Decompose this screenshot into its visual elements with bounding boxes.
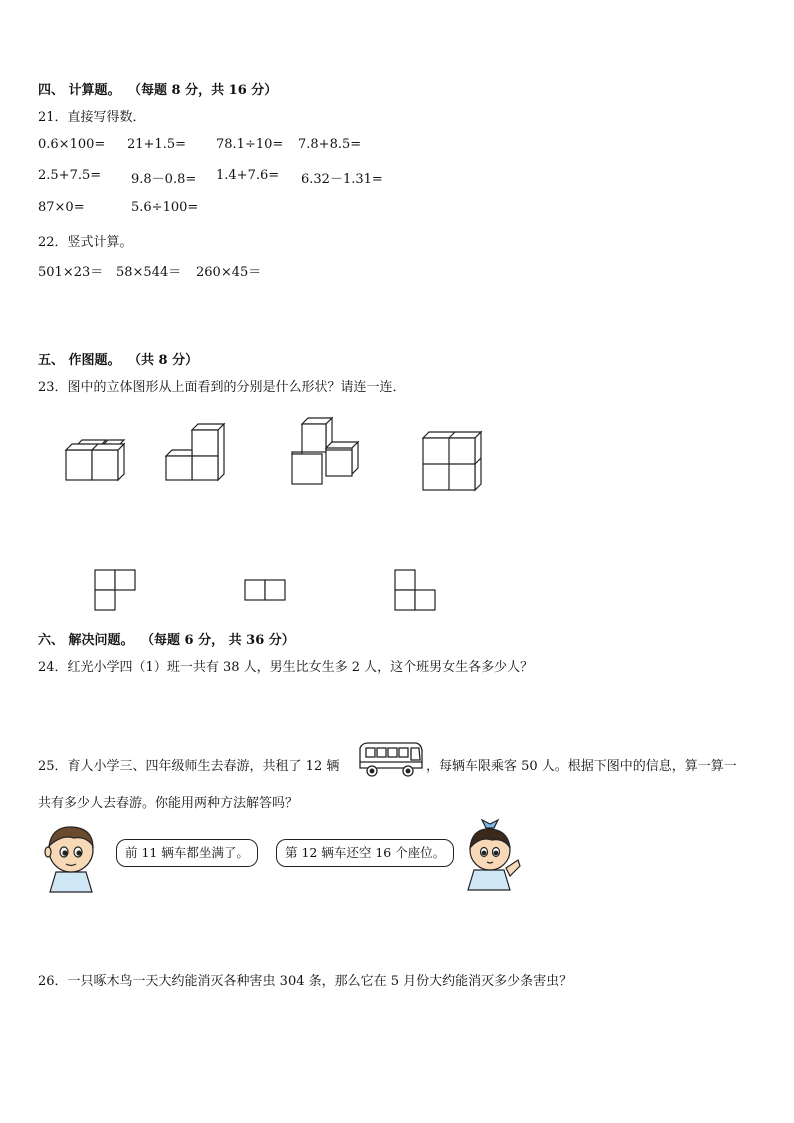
q21-r1-c2: 21+1.5= (127, 137, 187, 152)
speech-bubble-right-text: 第 12 辆车还空 16 个座位。 (285, 845, 446, 860)
top-view-1 (94, 569, 136, 611)
q22-item-1: 501×23＝ (38, 265, 104, 280)
q21-r2-c3: 1.4+7.6= (216, 168, 280, 183)
q25-text-c: 共有多少人去春游。你能用两种方法解答吗？ (38, 796, 299, 811)
solid-figure-4 (421, 430, 483, 492)
q26-text: 26．一只啄木鸟一天大约能消灭各种害虫 304 条，那么它在 5 月份大约能消灭多少条害虫？ (38, 974, 573, 989)
q25-text-a: 25．育人小学三、四年级师生去春游，共租了 12 辆 (38, 759, 340, 774)
section-6-title: 六、 解决问题。 (38, 633, 134, 648)
section-6-points: （每题 6 分， 共 36 分） (147, 633, 295, 648)
q21-prompt: 21．直接写得数． (38, 110, 146, 125)
speech-bubble-right (276, 839, 454, 867)
q21-r2-c2: 9.8－0.8= (131, 172, 197, 187)
boy-character-icon (40, 822, 110, 892)
speech-bubble-left (116, 839, 258, 867)
q21-r2-c1: 2.5+7.5= (38, 168, 102, 183)
bus-icon (356, 740, 424, 780)
section-5-points: （共 8 分） (134, 353, 199, 368)
solid-figure-3 (292, 418, 360, 486)
section-4-title: 四、 计算题。 (38, 83, 121, 98)
q21-r1-c3: 78.1÷10= (216, 137, 284, 152)
section-5-title: 五、 作图题。 (38, 353, 121, 368)
section-4-heading (38, 79, 277, 98)
q21-r3-c1: 87×0= (38, 200, 85, 215)
q21-r1-c1: 0.6×100= (38, 137, 106, 152)
solid-figure-1 (64, 436, 128, 482)
section-4-points: （每题 8 分，共 16 分） (134, 83, 278, 98)
q24-text: 24．红光小学四（1）班一共有 38 人，男生比女生多 2 人，这个班男女生各多少人？ (38, 660, 534, 675)
girl-character-icon (460, 820, 524, 890)
q22-prompt: 22．竖式计算。 (38, 235, 133, 250)
q21-r3-c2: 5.6÷100= (131, 200, 199, 215)
solid-figure-2 (166, 424, 228, 482)
q23-prompt: 23．图中的立体图形从上面看到的分别是什么形状？请连一连． (38, 380, 406, 395)
q22-item-2: 58×544＝ (116, 265, 182, 280)
section-6-heading (38, 629, 295, 648)
section-5-heading (38, 349, 198, 368)
top-view-3 (394, 569, 436, 611)
top-view-2 (244, 579, 286, 601)
q21-r1-c4: 7.8+8.5= (298, 137, 362, 152)
q21-r2-c4: 6.32－1.31= (301, 172, 383, 187)
q25-text-b: ，每辆车限乘客 50 人。根据下图中的信息，算一算一 (426, 759, 737, 774)
speech-bubble-left-text: 前 11 辆车都坐满了。 (125, 845, 249, 860)
q22-item-3: 260×45＝ (196, 265, 262, 280)
